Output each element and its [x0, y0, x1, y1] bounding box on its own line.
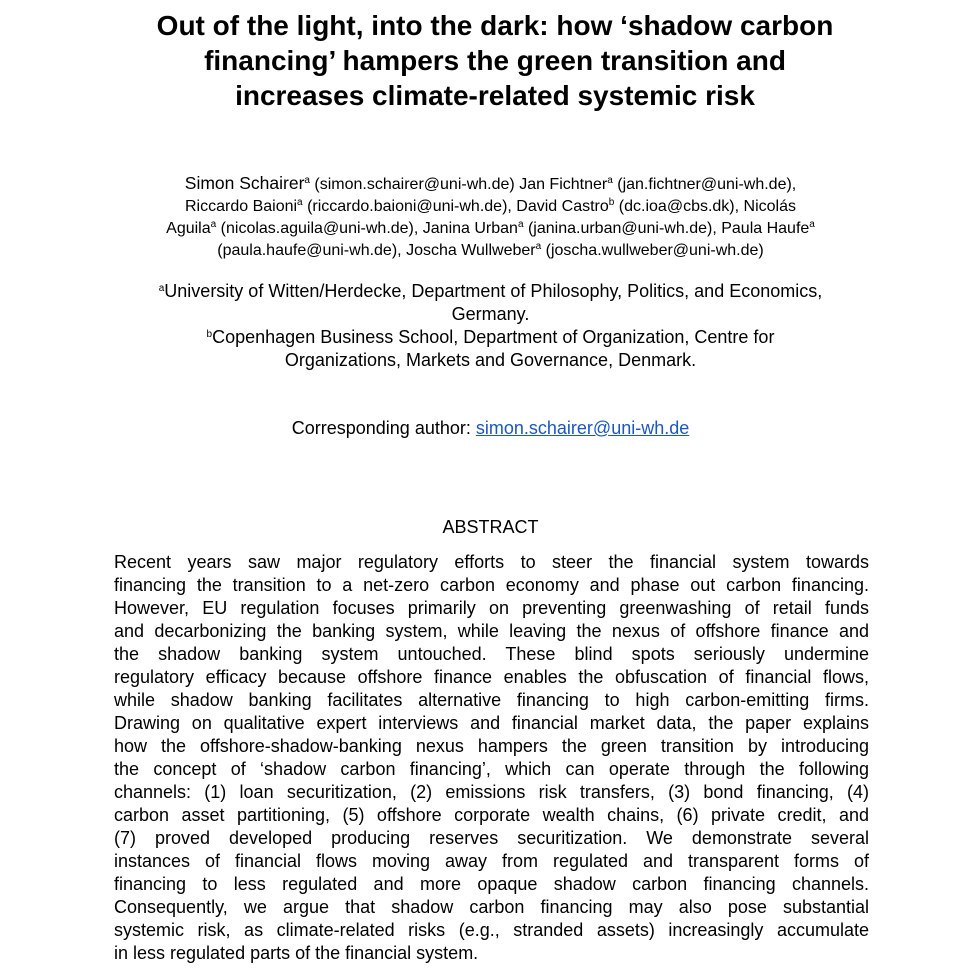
author-affiliation-mark: a — [517, 219, 524, 230]
corresponding-label: Corresponding author: — [291, 418, 471, 438]
author-name: Riccardo Baioni — [184, 198, 298, 215]
abstract-line: carbon asset partitioning, (5) offshore corporate wealth chains, (6) private credit, and — [114, 805, 869, 825]
author-email: (joscha.wullweber@uni-wh.de) — [545, 242, 764, 259]
affiliation-mark: a — [158, 283, 165, 294]
abstract-body — [114, 551, 869, 965]
affiliation-line — [112, 303, 869, 326]
abstract-line: Consequently, we argue that shadow carbon financing may also pose substantial — [114, 897, 869, 917]
author-email: (riccardo.baioni@uni-wh.de), — [307, 198, 512, 215]
author-line — [112, 240, 869, 262]
affiliation-text: Germany. — [451, 304, 530, 324]
affiliation-line — [112, 326, 869, 349]
abstract-line: in less regulated parts of the financial system. — [114, 943, 479, 963]
abstract-line: while shadow banking facilitates alternative financing to high carbon-emitting firms. — [114, 690, 869, 710]
affiliation-mark: b — [206, 329, 213, 340]
abstract-line: instances of financial flows moving away from regulated and transparent forms of — [114, 851, 869, 871]
author-email: (dc.ioa@cbs.dk), — [618, 198, 740, 215]
author-email: (jan.fichtner@uni-wh.de), — [617, 176, 797, 193]
author-line — [112, 172, 869, 196]
title-line: financing’ hampers the green transition and — [204, 45, 786, 76]
author-affiliation-mark: a — [809, 219, 815, 230]
abstract-line: financing to less regulated and more opaque shadow carbon financing channels. — [114, 874, 869, 894]
title-line: increases climate-related systemic risk — [235, 80, 755, 111]
author-affiliation-mark: a — [535, 241, 542, 252]
author-name-part: Nicolás — [743, 198, 796, 215]
author-affiliation-mark: a — [304, 175, 310, 186]
author-email: (simon.schairer@uni-wh.de) — [314, 176, 515, 193]
author-affiliation-mark: a — [607, 175, 613, 186]
abstract-line: Recent years saw major regulatory efforts to steer the financial system towards — [114, 552, 869, 572]
author-line — [112, 218, 869, 240]
abstract-line: the concept of ‘shadow carbon financing’, which can operate through the following — [114, 759, 869, 779]
author-email: (janina.urban@uni-wh.de), — [527, 220, 717, 237]
author-name-part: Aguila — [166, 220, 211, 237]
corresponding-author — [112, 416, 869, 440]
corresponding-email-link[interactable]: simon.schairer@uni-wh.de — [475, 418, 690, 438]
author-name: David Castro — [516, 198, 609, 215]
affiliation-list — [112, 280, 869, 372]
affiliation-text: University of Witten/Herdecke, Department of Philosophy, Politics, and Economics, — [164, 281, 823, 301]
author-name: Paula Haufe — [721, 220, 810, 237]
author-affiliation-mark: a — [210, 219, 217, 230]
abstract-line: However, EU regulation focuses primarily on preventing greenwashing of retail funds — [114, 598, 869, 618]
author-affiliation-mark: b — [608, 197, 615, 208]
affiliation-line — [112, 349, 869, 372]
affiliation-line — [112, 280, 869, 303]
abstract-line: (7) proved developed producing reserves securitization. We demonstrate several — [114, 828, 869, 848]
abstract-line: regulatory efficacy because offshore finance enables the obfuscation of financial flows, — [114, 667, 869, 687]
abstract-heading: ABSTRACT — [442, 517, 539, 537]
abstract-line: financing the transition to a net-zero carbon economy and phase out carbon financing. — [114, 575, 869, 595]
abstract-line: the shadow banking system untouched. These blind spots seriously undermine — [114, 644, 869, 664]
abstract-line: and decarbonizing the banking system, while leaving the nexus of offshore finance and — [114, 621, 869, 641]
title-line: Out of the light, into the dark: how ‘shadow carbon — [156, 10, 834, 41]
author-affiliation-mark: a — [297, 197, 303, 208]
abstract-line: Drawing on qualitative expert interviews and financial market data, the paper explains — [114, 713, 869, 733]
author-line — [112, 196, 869, 218]
author-name: Janina Urban — [422, 220, 518, 237]
paper-title — [120, 8, 870, 113]
author-email: (nicolas.aguila@uni-wh.de), — [220, 220, 419, 237]
author-name: Joscha Wullweber — [406, 242, 536, 259]
affiliation-text: Organizations, Markets and Governance, Denmark. — [284, 350, 697, 370]
abstract-line: systemic risk, as climate-related risks (e.g., stranded assets) increasingly accumulate — [114, 920, 869, 940]
author-name: Jan Fichtner — [519, 176, 608, 193]
affiliation-text: Copenhagen Business School, Department of Organization, Centre for — [212, 327, 775, 347]
author-list — [112, 172, 869, 262]
abstract-line: channels: (1) loan securitization, (2) emissions risk transfers, (3) bond financing, (4) — [114, 782, 869, 802]
abstract-line: how the offshore-shadow-banking nexus hampers the green transition by introducing — [114, 736, 869, 756]
author-name: Simon Schairer — [184, 173, 305, 193]
author-email: (paula.haufe@uni-wh.de), — [217, 242, 402, 259]
